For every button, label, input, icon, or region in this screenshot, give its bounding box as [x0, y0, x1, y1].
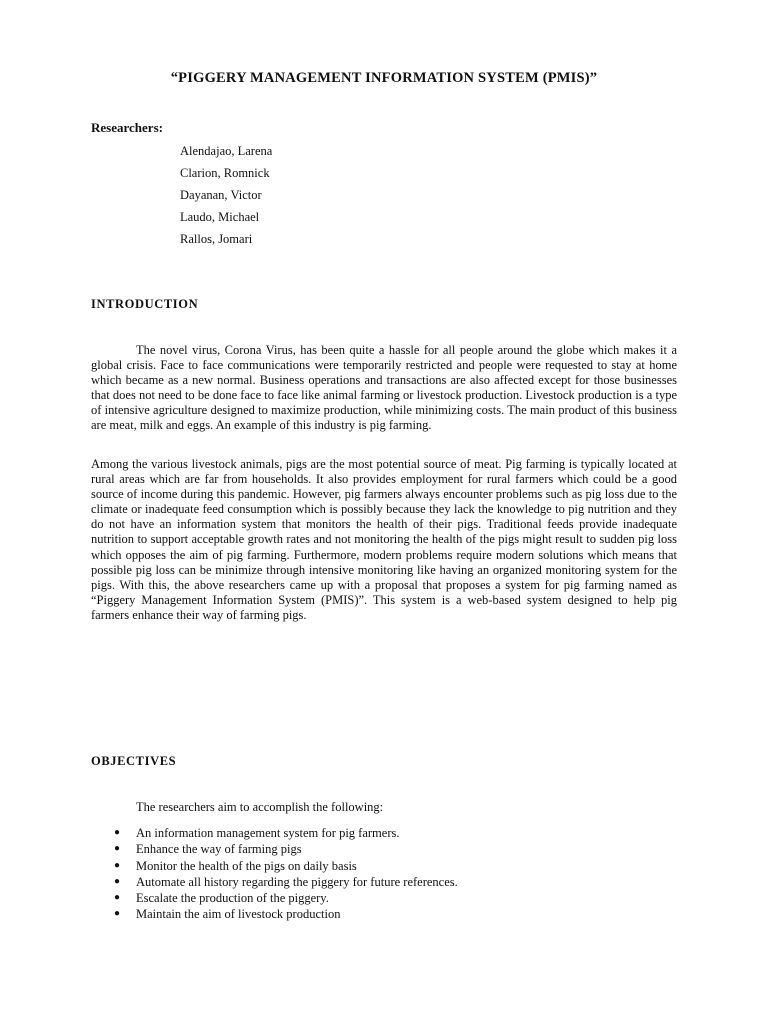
objectives-list	[110, 825, 458, 923]
bullet-icon: ●	[114, 892, 121, 904]
introduction-heading: INTRODUCTION	[91, 297, 199, 311]
objective-text: Escalate the production of the piggery.	[136, 891, 329, 906]
researcher-list	[180, 143, 272, 253]
objective-text: Enhance the way of farming pigs	[136, 842, 302, 857]
bullet-icon: ●	[114, 843, 121, 855]
objective-item	[110, 906, 458, 922]
objective-text: Automate all history regarding the piggery for future references.	[136, 874, 458, 889]
objective-text: Maintain the aim of livestock production	[136, 907, 341, 922]
objective-item	[110, 874, 458, 890]
document-title: “PIGGERY MANAGEMENT INFORMATION SYSTEM (PMIS)”	[170, 70, 598, 86]
researchers-label: Researchers:	[91, 120, 163, 135]
researcher-name: Clarion, Romnick	[180, 166, 270, 180]
bullet-icon: ●	[114, 859, 121, 871]
objectives-intro: The researchers aim to accomplish the following:	[136, 800, 384, 814]
researcher-name: Rallos, Jomari	[180, 232, 253, 246]
objectives-heading: OBJECTIVES	[91, 754, 177, 768]
bullet-icon: ●	[114, 827, 121, 838]
objective-item	[110, 825, 458, 841]
bullet-icon: ●	[114, 875, 121, 887]
objective-item	[110, 841, 458, 857]
objective-item	[110, 858, 458, 874]
objective-item	[110, 890, 458, 906]
objective-text: Monitor the health of the pigs on daily basis	[136, 858, 357, 873]
researcher-name: Dayanan, Victor	[180, 188, 262, 202]
bullet-icon: ●	[114, 908, 121, 920]
introduction-paragraph: The novel virus, Corona Virus, has been quite a hassle for all people around the globe which makes it a global crisis. Face to face communications were temporarily restricted and people were requested to stay at home which became as a new normal. Business operations and transactions are also affected except for those businesses that does not need to be done face to face like animal farming or livestock production. Livestock production is a type of intensive agriculture designed to maximize production, while minimizing costs. The main product of this business are meat, milk and eggs. An example of this industry is pig farming.	[91, 343, 677, 433]
researcher-name: Alendajao, Larena	[180, 144, 273, 158]
introduction-paragraph: Among the various livestock animals, pigs are the most potential source of meat. Pig farming is typically located at rural areas which are far from households. It also provides employment for rural farmers which could be a good source of income during this pandemic. However, pig farmers always encounter problems such as pig loss due to the climate or inadequate feed consumption which is possibly because they lack the knowledge to pig nutrition and they do not have an information system that monitors the health of their pigs. Traditional feeds provide inadequate nutrition to support acceptable growth rates and not monitoring the health of the pigs might result to sudden pig loss which opposes the aim of pig farming. Furthermore, modern problems require modern solutions which means that possible pig loss can be minimize through intensive monitoring like having an organized monitoring system for the pigs. With this, the above researchers came up with a proposal that proposes a system for pig farming named as “Piggery Management Information System (PMIS)”. This system is a web-based system designed to help pig farmers enhance their way of farming pigs.	[91, 457, 677, 622]
objective-text: An information management system for pig farmers.	[136, 826, 400, 840]
researcher-name: Laudo, Michael	[180, 210, 260, 224]
